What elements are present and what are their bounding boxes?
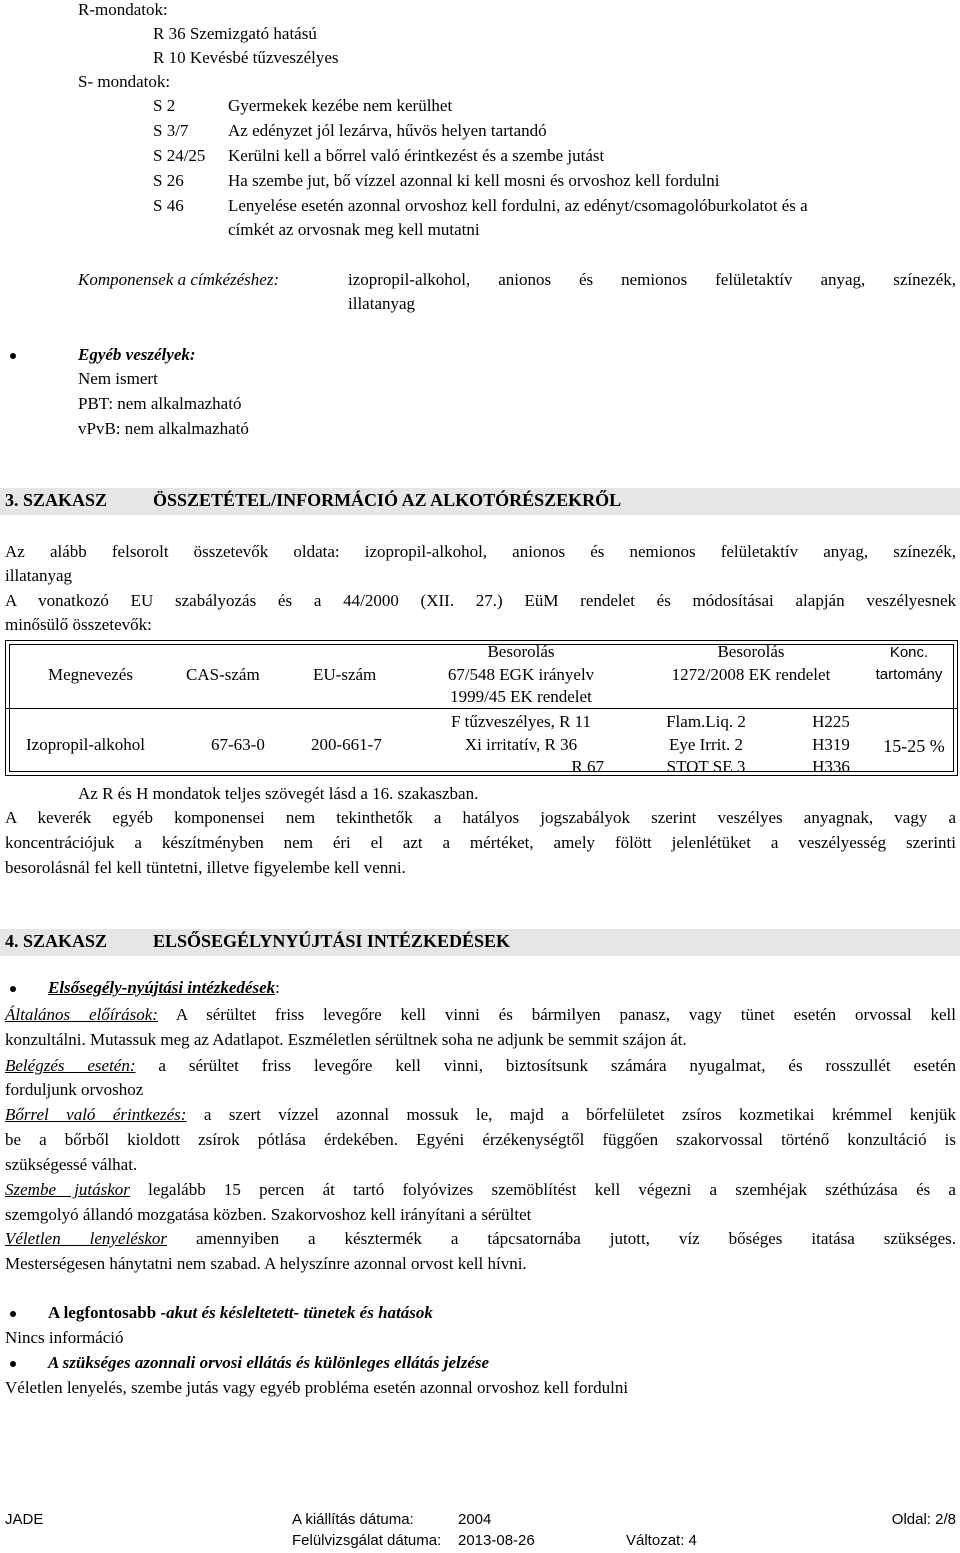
footer-brand: JADE (5, 1511, 44, 1528)
footer-issue-value: 2004 (458, 1511, 492, 1528)
section-3-para-3: besorolásnál fel kell tüntetni, illetve figyelembe kell venni. (5, 858, 406, 877)
other-hazards-line: vPvB: nem alkalmazható (78, 419, 249, 438)
skin-line-2: be a bőrből kioldott zsírok pótlása érdekében. Egyéni érzékenységtől függően szakorvossal történő konzultáció is (5, 1130, 956, 1149)
header-class-1: 67/548 EGK irányelv (447, 665, 595, 684)
header-class-1: Besorolás (487, 642, 555, 661)
other-hazards-title: Egyéb veszélyek: (78, 345, 196, 364)
general-line (5, 1005, 956, 1025)
section-3-number: 3. SZAKASZ (5, 490, 108, 510)
section-3-para-3: A keverék egyéb komponensei nem tekinthetők a hatályos jogszabályok szerint veszélyes anyagnak, vagy a (5, 808, 956, 827)
s-phrases-heading: S- mondatok: (78, 72, 171, 91)
symptoms-title-bold: A legfontosabb - (48, 1303, 167, 1322)
ingestion-line (5, 1229, 956, 1249)
row-class-2-hcode: H225 (812, 712, 850, 731)
general-text: A sérültet friss levegőre kell vinni és bármilyen panasz, vagy tünet esetén orvossal kell (157, 1005, 956, 1024)
row-class-2-category: Eye Irrit. 2 (668, 735, 744, 754)
care-text: Véletlen lenyelés, szembe jutás vagy egyéb probléma esetén azonnal orvoshoz kell fordulni (5, 1378, 629, 1397)
general-line-2: konzultálni. Mutassuk meg az Adatlapot. Eszméletlen sérültnek soha ne adjunk be semmit szájon át. (5, 1030, 687, 1049)
general-label: Általános előírások: (5, 1005, 158, 1024)
r-phrase-10: R 10 Kevésbé tűzveszélyes (153, 48, 339, 67)
section-3-title: ÖSSZETÉTEL/INFORMÁCIÓ AZ ALKOTÓRÉSZEKRŐL (153, 490, 622, 510)
bullet-icon (10, 1311, 16, 1317)
s-phrase-text-cont: címkét az orvosnak meg kell mutatni (228, 220, 480, 239)
header-conc: Konc. (889, 644, 929, 661)
eye-line (5, 1180, 956, 1200)
eye-text: legalább 15 percen át tartó folyóvizes szemöblítést kell végezni a szemhéjak széthúzása és a (129, 1180, 956, 1199)
eye-label: Szembe jutáskor (5, 1180, 130, 1199)
row-name: Izopropil-alkohol (26, 735, 145, 754)
s-phrase-code: S 46 (153, 196, 184, 215)
footer-review-label: Felülvizsgálat dátuma: (292, 1532, 442, 1549)
header-name: Megnevezés (48, 665, 133, 684)
s-phrase-code: S 3/7 (153, 121, 189, 140)
measures-heading (48, 978, 280, 998)
bullet-icon (10, 1361, 16, 1367)
header-conc: tartomány (875, 666, 943, 683)
labelling-line-1: izopropil-alkohol, anionos és nemionos felületaktív anyag, színezék, (348, 270, 956, 289)
labelling-label: Komponensek a címkézéshez: (78, 270, 280, 289)
s-phrase-text: Gyermekek kezébe nem kerülhet (228, 96, 453, 115)
skin-line (5, 1105, 956, 1125)
header-class-2: Besorolás (717, 642, 785, 661)
skin-label: Bőrrel való érintkezés: (5, 1105, 187, 1124)
footer-issue-label: A kiállítás dátuma: (292, 1511, 414, 1528)
s-phrase-text: Lenyelése esetén azonnal orvoshoz kell fordulni, az edényt/csomagolóburkolatot és a (228, 196, 808, 215)
composition-table (5, 640, 958, 776)
footer-review-value: 2013-08-26 (458, 1532, 535, 1549)
s-phrase-code: S 24/25 (153, 146, 206, 165)
header-eu: EU-szám (313, 665, 377, 684)
r-phrase-36: R 36 Szemizgató hatású (153, 24, 317, 43)
other-hazards-line: PBT: nem alkalmazható (78, 394, 242, 413)
section-3-para-1-cont: illatanyag (5, 566, 73, 585)
section-3-para-2-cont: minősülő összetevők: (5, 615, 152, 634)
inhalation-line-2: forduljunk orvoshoz (5, 1080, 144, 1099)
s-phrase-text: Kerülni kell a bőrrel való érintkezést és a szembe jutást (228, 146, 605, 165)
row-class-1: F tűzveszélyes, R 11 (450, 712, 592, 731)
row-class-2-hcode: H319 (812, 735, 850, 754)
row-class-1: R 67 (571, 757, 604, 776)
row-cas: 67-63-0 (211, 735, 265, 754)
section-4-number: 4. SZAKASZ (5, 931, 108, 951)
section-4-title: ELSŐSEGÉLYNYÚJTÁSI INTÉZKEDÉSEK (153, 931, 510, 951)
row-class-2-hcode: H336 (812, 757, 850, 776)
header-cas: CAS-szám (186, 665, 260, 684)
section-3-para-1: Az alább felsorolt összetevők oldata: izopropil-alkohol, anionos és nemionos felületaktív anyag, színezék, (5, 542, 956, 561)
bullet-icon (10, 353, 16, 359)
row-class-1: Xi irritatív, R 36 (464, 735, 578, 754)
inhalation-line (5, 1056, 956, 1076)
labelling-line-2: illatanyag (348, 294, 416, 313)
s-phrase-text: Az edényzet jól lezárva, hűvös helyen tartandó (228, 121, 547, 140)
footer-version: Változat: 4 (626, 1532, 697, 1549)
section-3-para-2: A vonatkozó EU szabályozás és a 44/2000 (XII. 27.) EüM rendelet és módosításai alapján veszélyesnek (5, 591, 956, 610)
symptoms-heading (48, 1303, 433, 1323)
ingestion-text: amennyiben a késztermék a tápcsatornába jutott, víz bőséges itatása szükséges. (167, 1229, 956, 1248)
section-3-para-3: koncentrációjuk a készítményben nem éri el azt a mértéket, amely fölött jelenlétüket a veszélyesség szerinti (5, 833, 956, 852)
ingestion-label: Véletlen lenyeléskor (5, 1229, 168, 1248)
symptoms-text: Nincs információ (5, 1328, 124, 1347)
table-row-divider (6, 708, 957, 709)
measures-colon: : (275, 978, 280, 997)
skin-text: a szert vízzel azonnal mossuk le, majd a bőrfelületet zsíros kozmetikai krémmel kenjük (186, 1105, 956, 1124)
other-hazards-line: Nem ismert (78, 369, 158, 388)
s-phrase-text: Ha szembe jut, bő vízzel azonnal ki kell mosni és orvoshoz kell fordulni (228, 171, 720, 190)
r-phrases-heading: R-mondatok: (78, 0, 168, 19)
header-class-1: 1999/45 EK rendelet (450, 687, 592, 706)
measures-title: Elsősegély-nyújtási intézkedések (48, 978, 276, 997)
ingestion-line-2: Mesterségesen hánytatni nem szabad. A helyszínre azonnal orvost kell hívni. (5, 1254, 527, 1273)
symptoms-title-italic: akut és késleltetett- tünetek és hatások (166, 1303, 433, 1322)
footer-page: Oldal: 2/8 (891, 1511, 956, 1528)
inhalation-text: a sérültet friss levegőre kell vinni, biztosítsunk számára nyugalmat, és rosszullét esetén (135, 1056, 956, 1075)
inhalation-label: Belégzés esetén: (5, 1056, 136, 1075)
s-phrase-code: S 2 (153, 96, 176, 115)
eye-line-2: szemgolyó állandó mozgatása közben. Szakorvoshoz kell irányítani a sérültet (5, 1205, 532, 1224)
skin-line-3: szükségessé válhat. (5, 1155, 138, 1174)
row-class-2-category: Flam.Liq. 2 (666, 712, 746, 731)
header-class-2: 1272/2008 EK rendelet (671, 665, 831, 684)
bullet-icon (10, 986, 16, 992)
s-phrase-code: S 26 (153, 171, 184, 190)
row-class-2-category: STOT SE 3 (666, 757, 746, 776)
section-3-note: Az R és H mondatok teljes szövegét lásd a 16. szakaszban. (78, 784, 479, 803)
care-title: A szükséges azonnali orvosi ellátás és különleges ellátás jelzése (48, 1353, 490, 1372)
row-eu: 200-661-7 (311, 735, 382, 754)
row-conc: 15-25 % (883, 736, 945, 756)
